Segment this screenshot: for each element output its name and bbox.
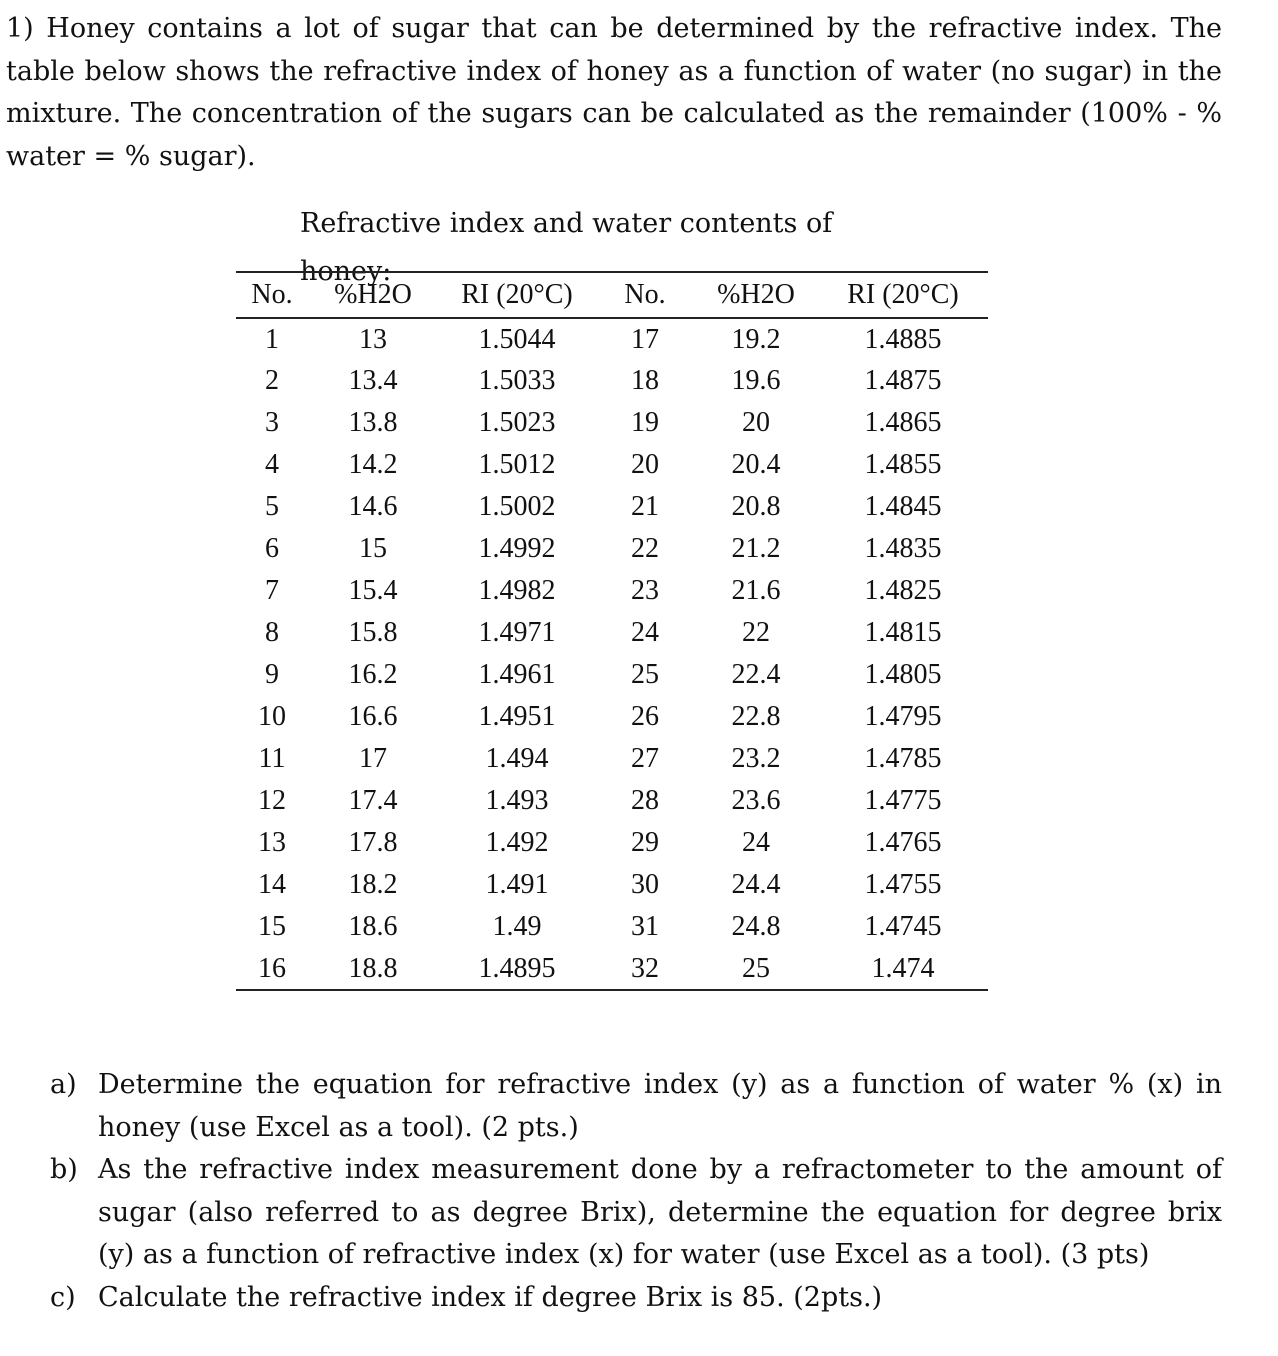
cell-water-left: 18.8 [348,952,398,984]
question-item [50,1064,1222,1149]
cell-no-left: 4 [265,449,279,480]
table-row [236,570,988,612]
question-item [50,1277,1222,1320]
cell-no-left: 2 [265,365,279,396]
cell-ri-left: 1.4971 [478,617,556,648]
cell-water-left: 13 [359,323,387,355]
table-row [236,528,988,570]
table-body [236,318,988,990]
cell-ri-right: 1.4755 [864,869,942,900]
cell-no-left: 3 [265,407,279,438]
cell-ri-left: 1.4961 [478,659,556,690]
header-ri-left: RI (20°C) [461,279,573,310]
cell-ri-right: 1.4745 [864,911,942,942]
cell-no-right: 19 [631,407,659,438]
cell-water-right: 24 [742,827,770,858]
cell-ri-left: 1.49 [492,911,542,942]
cell-no-left: 5 [265,491,279,522]
table-row [236,696,988,738]
cell-ri-right: 1.474 [871,952,935,984]
cell-no-right: 24 [631,617,659,648]
cell-no-left: 8 [265,617,279,648]
cell-water-left: 13.4 [348,365,398,396]
table-row [236,318,988,360]
cell-ri-right: 1.4835 [864,533,942,564]
header-water-left: %H2O [334,279,412,310]
header-ri-right: RI (20°C) [847,279,959,310]
cell-no-right: 28 [631,785,659,816]
cell-ri-right: 1.4875 [864,365,942,396]
cell-no-left: 10 [258,701,286,732]
cell-water-left: 15 [359,533,387,564]
table-row [236,864,988,906]
cell-water-right: 24.4 [731,869,781,900]
cell-no-right: 30 [631,869,659,900]
cell-ri-left: 1.4982 [478,575,556,606]
table-row [236,444,988,486]
cell-no-left: 11 [258,743,286,774]
question-text: As the refractive index measurement done by a refractometer to the amount of sugar (also referred to as degree Brix), determine the equation for degree brix (y) as a function of refractive index (x) for water (use Excel as a tool). (3 pts) [98,1154,1222,1270]
cell-water-right: 20.8 [731,491,781,522]
cell-no-left: 16 [258,952,286,984]
table-header-row [236,272,988,318]
question-text: Calculate the refractive index if degree Brix is 85. (2pts.) [98,1281,883,1313]
table-row [236,738,988,780]
question-marker: c) [50,1281,76,1313]
cell-no-right: 20 [631,449,659,480]
cell-water-right: 25 [742,952,770,984]
cell-ri-left: 1.494 [485,743,549,774]
cell-no-left: 15 [258,911,286,942]
cell-water-left: 18.6 [348,911,398,942]
cell-ri-left: 1.4895 [478,952,556,984]
cell-ri-right: 1.4855 [864,449,942,480]
cell-water-right: 20.4 [731,449,781,480]
cell-ri-right: 1.4885 [864,323,942,355]
cell-no-left: 1 [265,323,279,355]
cell-water-right: 22.4 [731,659,781,690]
cell-ri-left: 1.5044 [478,323,556,355]
question-item [50,1149,1222,1277]
table-row [236,948,988,990]
cell-ri-left: 1.4992 [478,533,556,564]
cell-ri-left: 1.5023 [478,407,556,438]
cell-ri-left: 1.4951 [478,701,556,732]
problem-intro: 1) Honey contains a lot of sugar that can be determined by the refractive index. The table below shows the refractive index of honey as a function of water (no sugar) in the mixture. The concentration of the sugars can be calculated as the remainder (100% - % water = % sugar). [6,13,1222,172]
cell-no-right: 17 [631,323,659,355]
cell-ri-left: 1.5033 [478,365,556,396]
cell-water-left: 17.8 [348,827,398,858]
cell-ri-right: 1.4845 [864,491,942,522]
cell-no-right: 22 [631,533,659,564]
cell-ri-left: 1.492 [485,827,549,858]
cell-water-right: 21.2 [731,533,781,564]
cell-ri-left: 1.493 [485,785,549,816]
cell-water-left: 16.6 [348,701,398,732]
cell-water-left: 15.4 [348,575,398,606]
cell-no-left: 9 [265,659,279,690]
cell-no-right: 23 [631,575,659,606]
cell-no-right: 26 [631,701,659,732]
cell-no-left: 7 [265,575,279,606]
cell-water-left: 17 [359,743,387,774]
header-water-right: %H2O [717,279,795,310]
table-row [236,612,988,654]
table-row [236,654,988,696]
cell-no-right: 32 [631,952,659,984]
cell-no-left: 14 [258,869,286,900]
cell-water-left: 14.2 [348,449,398,480]
cell-no-right: 18 [631,365,659,396]
cell-ri-left: 1.5002 [478,491,556,522]
question-marker: a) [50,1069,77,1100]
question-marker: b) [50,1154,78,1185]
cell-ri-right: 1.4815 [864,617,942,648]
cell-no-left: 12 [258,785,286,816]
cell-no-left: 13 [258,827,286,858]
cell-water-left: 13.8 [348,407,398,438]
question-list [50,1064,1222,1319]
table-row [236,360,988,402]
cell-water-right: 23.6 [731,785,781,816]
cell-ri-right: 1.4775 [864,785,942,816]
cell-water-right: 24.8 [731,911,781,942]
cell-no-right: 31 [631,911,659,942]
cell-water-right: 22.8 [731,701,781,732]
cell-water-right: 21.6 [731,575,781,606]
table-row [236,402,988,444]
cell-water-left: 15.8 [348,617,398,648]
cell-ri-left: 1.5012 [478,449,556,480]
cell-ri-right: 1.4805 [864,659,942,690]
cell-water-right: 19.2 [731,323,781,355]
header-no-right: No. [624,279,666,310]
cell-no-right: 27 [631,743,659,774]
cell-no-right: 29 [631,827,659,858]
cell-water-right: 20 [742,407,770,438]
table-caption: Refractive index and water contents of honey: [300,208,833,287]
cell-ri-right: 1.4785 [864,743,942,774]
cell-ri-right: 1.4865 [864,407,942,438]
table-row [236,906,988,948]
header-no-left: No. [251,279,293,310]
cell-water-right: 23.2 [731,743,781,774]
cell-water-right: 19.6 [731,365,781,396]
table-row [236,780,988,822]
table-row [236,822,988,864]
cell-water-left: 16.2 [348,659,398,690]
cell-no-right: 25 [631,659,659,690]
refractive-index-table [236,271,988,991]
cell-water-left: 17.4 [348,785,398,816]
cell-water-left: 18.2 [348,869,398,900]
cell-ri-right: 1.4825 [864,575,942,606]
cell-ri-right: 1.4765 [864,827,942,858]
cell-ri-right: 1.4795 [864,701,942,732]
cell-water-right: 22 [742,617,770,648]
cell-no-left: 6 [265,533,279,564]
cell-no-right: 21 [631,491,659,522]
question-text: Determine the equation for refractive index (y) as a function of water % (x) in honey (use Excel as a tool). (2 pts.) [98,1069,1222,1143]
cell-ri-left: 1.491 [485,869,549,900]
table-row [236,486,988,528]
cell-water-left: 14.6 [348,491,398,522]
